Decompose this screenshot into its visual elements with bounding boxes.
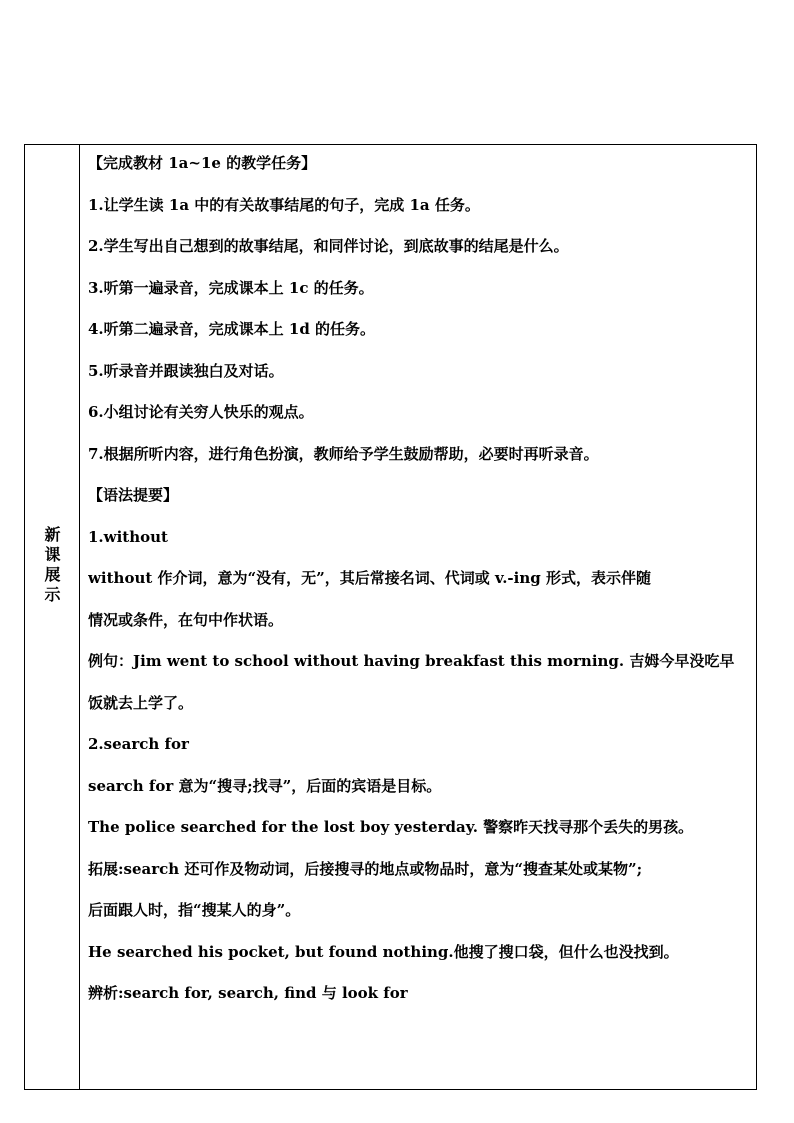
- section-label-char: 展: [44, 565, 61, 584]
- lesson-content: [88, 153, 752, 1025]
- section-label-char: 课: [44, 545, 61, 564]
- extension-text: 拓展:search 还可作及物动词，后接搜寻的地点或物品时，意为“搜查某处或某物”;: [88, 859, 643, 878]
- task-item-5: 5.听录音并跟读独白及对话。: [88, 361, 284, 380]
- example-sentence: 饭就去上学了。: [88, 693, 194, 712]
- section-label-char: 新: [44, 525, 61, 544]
- grammar-text: 情况或条件，在句中作状语。: [88, 610, 284, 629]
- task-item-2: 2.学生写出自己想到的故事结尾，和同伴讨论，到底故事的结尾是什么。: [88, 237, 569, 255]
- section-label-char: 示: [44, 585, 61, 604]
- lesson-table: [24, 144, 757, 1090]
- section-label-cell: [25, 145, 80, 1089]
- content-cell: [81, 145, 756, 1089]
- extension-text: 后面跟人时，指“搜某人的身”。: [88, 901, 301, 919]
- task-heading: 【完成教材 1a~1e 的教学任务】: [88, 154, 317, 172]
- example-sentence: 例句：Jim went to school without having breakfast this morning. 吉姆今早没吃早: [88, 652, 735, 670]
- comparison-text: 辨析:search for, search, find 与 look for: [88, 984, 408, 1002]
- task-item-4: 4.听第二遍录音，完成课本上 1d 的任务。: [88, 320, 376, 338]
- task-item-3: 3.听第一遍录音，完成课本上 1c 的任务。: [88, 278, 374, 297]
- task-item-1: 1.让学生读 1a 中的有关故事结尾的句子，完成 1a 任务。: [88, 195, 480, 214]
- task-item-6: 6.小组讨论有关穷人快乐的观点。: [88, 403, 314, 421]
- grammar-point-without: 1.without: [88, 527, 168, 546]
- section-label: [25, 525, 80, 605]
- grammar-point-search-for: 2.search for: [88, 735, 189, 753]
- grammar-text: search for 意为“搜寻;找寻”，后面的宾语是目标。: [88, 776, 442, 795]
- task-item-7: 7.根据所听内容，进行角色扮演，教师给予学生鼓励帮助，必要时再听录音。: [88, 444, 599, 463]
- example-sentence: The police searched for the lost boy yesterday. 警察昨天找寻那个丢失的男孩。: [88, 818, 694, 836]
- grammar-text: without 作介词，意为“没有，无”，其后常接名词、代词或 v.-ing 形式，表示伴随: [88, 569, 651, 587]
- example-sentence: He searched his pocket, but found nothing.他搜了搜口袋，但什么也没找到。: [88, 942, 679, 961]
- grammar-heading: 【语法提要】: [88, 486, 179, 504]
